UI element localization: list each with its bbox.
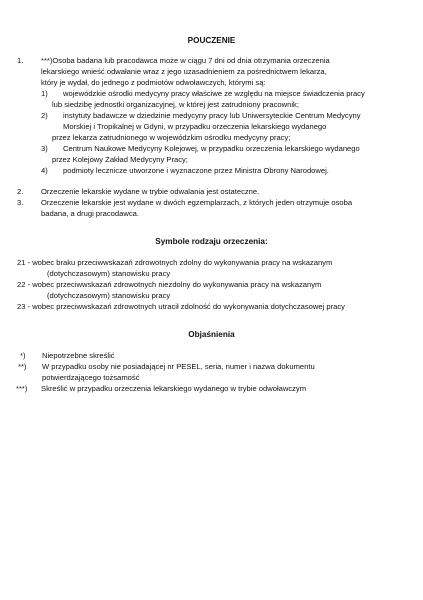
subitem-3-line-2: przez Kolejowy Zakład Medycyny Pracy; [52,155,188,164]
subitem-2-line-3: przez lekarza zatrudnionego w wojewódzkim ośrodku medycyny pracy; [52,133,291,142]
explanation-3-marker: ***) [16,384,28,393]
item-3-line-2: badana, a drugi pracodawca. [41,209,139,218]
subitem-3-number: 3) [41,144,48,153]
item-1-line-2: lekarskiego wnieść odwałanie wraz z jego uzasadnieniem za pośrednictwem lekarza, [41,67,327,76]
subitem-4-number: 4) [41,166,48,175]
item-3-line-1: Orzeczenie lekarskie jest wydane w dwóch egzemplarzach, z których jeden otrzymuje osoba [41,198,353,207]
subitem-4-line-1: podmioty lecznicze utworzone i wyznaczone przez Ministra Obrony Narodowej. [63,166,329,175]
symbol-21-line-1: 21 - wobec braku przeciwwskazań zdrowotnych zdolny do wykonywania pracy na wskazanym [17,258,333,267]
symbols-heading: Symbole rodzaju orzeczenia: [155,237,268,246]
item-3-number: 3. [17,198,24,207]
explanations-heading: Objaśnienia [188,330,235,339]
explanation-1-marker: *) [20,351,26,360]
explanation-2-line-2: potwierdzającego tożsamość [42,373,140,382]
subitem-2-number: 2) [41,111,48,120]
item-1-line-1: ***)Osoba badana lub pracodawca może w ciągu 7 dni od dnia otrzymania orzeczenia [41,56,330,65]
explanation-1-line-1: Niepotrzebne skreślić [42,351,115,360]
explanation-2-marker: **) [18,362,27,371]
item-2-number: 2. [17,187,24,196]
subitem-1-number: 1) [41,89,48,98]
symbol-22-line-1: 22 - wobec przeciwwskazań zdrowotnych niezdolny do wykonywania pracy na wskazanym [17,280,322,289]
symbol-23-line-1: 23 - wobec przeciwwskazań zdrowotnych utracił zdolność do wykonywania dotychczasowej pracy [17,302,345,311]
subitem-1-line-2: lub siedzibę jednostki organizacyjnej, w której jest zatrudniony pracownik; [52,100,299,109]
subitem-2-line-1: instytuty badawcze w dziedzinie medycyny pracy lub Uniwersyteckie Centrum Medycyny [63,111,361,120]
item-1-number: 1. [17,56,24,65]
subitem-3-line-1: Centrum Naukowe Medycyny Kolejowej, w przypadku orzeczenia lekarskiego wydanego [63,144,360,153]
explanation-2-line-1: W przypadku osoby nie posiadającej nr PESEL, seria, numer i nazwa dokumentu [42,362,315,371]
item-1-line-3: który je wydał, do jednego z podmiotów odwoławczych, którymi są: [41,78,266,87]
explanation-3-line-1: Skreślić w przypadku orzeczenia lekarskiego wydanego w trybie odwoławczym [41,384,307,393]
symbol-22-line-2: (dotychczasowym) stanowisku pracy [47,291,171,300]
subitem-2-line-2: Morskiej i Tropikalnej w Gdyni, w przypadku orzeczenia lekarskiego wydanego [63,122,327,131]
subitem-1-line-1: wojewódzkie ośrodki medycyny pracy właściwe ze względu na miejsce świadczenia pracy [63,89,365,98]
page-title: POUCZENIE [187,36,236,45]
symbol-21-line-2: (dotychczasowym) stanowisku pracy [47,269,171,278]
item-2-line-1: Orzeczenie lekarskie wydane w trybie odwalania jest ostateczne. [41,187,260,196]
